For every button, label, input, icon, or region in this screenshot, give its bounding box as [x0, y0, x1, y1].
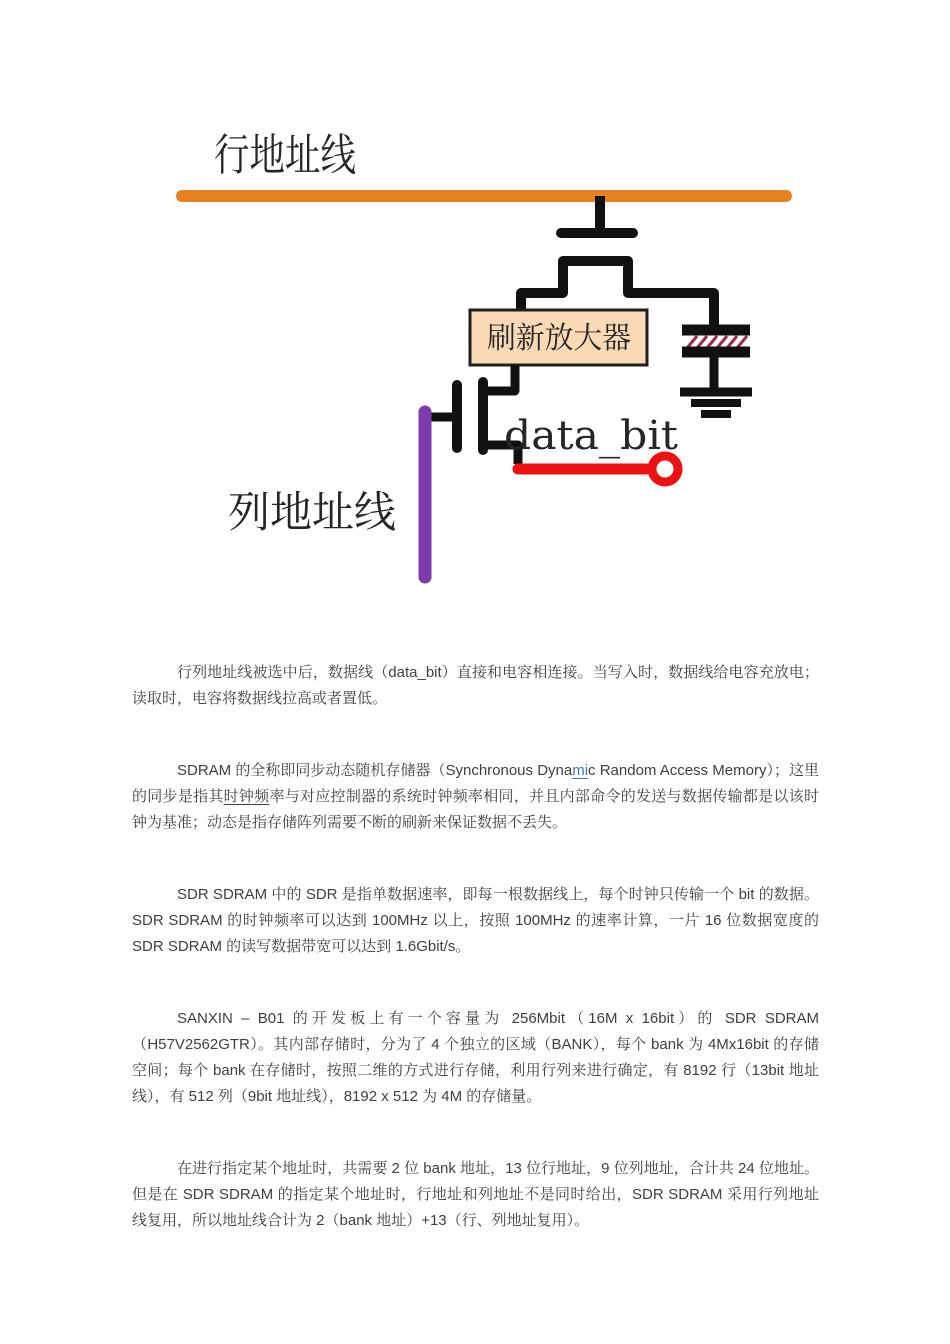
dram-cell-diagram	[0, 0, 950, 640]
paragraph-text: SDRAM 的全称即同步动态随机存储器（Synchronous Dyna	[177, 762, 573, 779]
row-select-transistor-icon	[521, 196, 714, 327]
data-bit-label: data_bit	[504, 413, 678, 459]
ground-icon	[680, 392, 752, 414]
paragraph-sdram-definition	[132, 758, 819, 836]
paragraph-text: SDR SDRAM 中的 SDR 是指单数据速率，即每一根数据线上，每个时钟只传输一个 bit 的数据。SDR SDRAM 的时钟频率可以达到 100MHz 以上，按照 100MHz 的速率计算，一片 16 位数据宽度的 SDR SDRAM 的读写数据带宽可以达到 1.6Gbit/s。	[132, 886, 819, 955]
paragraph-data-line	[132, 660, 819, 712]
paragraph-text: c Random Access Memory）；这里的同步是指其	[132, 762, 819, 805]
paragraph-text: SANXIN – B01 的开发板上有一个容量为 256Mbit（16M x 16bit）的 SDR SDRAM（H57V2562GTR）。其内部存储时，分为了 4 个独立的区域（BANK），每个 bank 为 4Mx16bit 的存储空间；每个 bank 在存储时，按照二维的方式进行存储，利用行列来进行确定，有 8192 行（13bit 地址线），有 512 列（9bit 地址线），8192 x 512 为 4M 的存储量。	[132, 1010, 819, 1105]
refresh-amplifier-label: 刷新放大器	[487, 322, 631, 355]
row-address-line-label: 行地址线	[214, 131, 356, 180]
paragraph-sdr-rate	[132, 882, 819, 960]
paragraph-addressing	[132, 1156, 819, 1234]
paragraph-text: 在进行指定某个地址时，共需要 2 位 bank 地址，13 位行地址，9 位列地址，合计共 24 位地址。但是在 SDR SDRAM 的指定某个地址时，行地址和列地址不是同时给出，SDR SDRAM 采用行列地址线复用，所以地址线合计为 2（bank 地址）+13（行、列地址复用）。	[132, 1160, 819, 1229]
spellcheck-underline-text: mi	[572, 762, 589, 779]
underlined-text: 时钟频	[223, 788, 270, 805]
paragraph-text: 率与对应控制器的系统时钟频率相同，并且内部命令的发送与数据传输都是以该时钟为基准；动态是指存储阵列需要不断的刷新来保证数据不丢失。	[132, 788, 819, 831]
capacitor	[682, 330, 750, 388]
data-bit-line	[518, 456, 678, 482]
refresh-amplifier	[470, 310, 647, 365]
article-body	[132, 660, 819, 1280]
data-bit-terminal	[652, 456, 678, 482]
column-address-line-label: 列地址线	[228, 490, 396, 537]
capacitor-hatch	[687, 336, 747, 348]
paragraph-text: 行列地址线被选中后，数据线（data_bit）直接和电容相连接。当写入时，数据线给电容充放电；读取时，电容将数据线拉高或者置低。	[132, 664, 819, 707]
paragraph-sanxin-board	[132, 1006, 819, 1110]
